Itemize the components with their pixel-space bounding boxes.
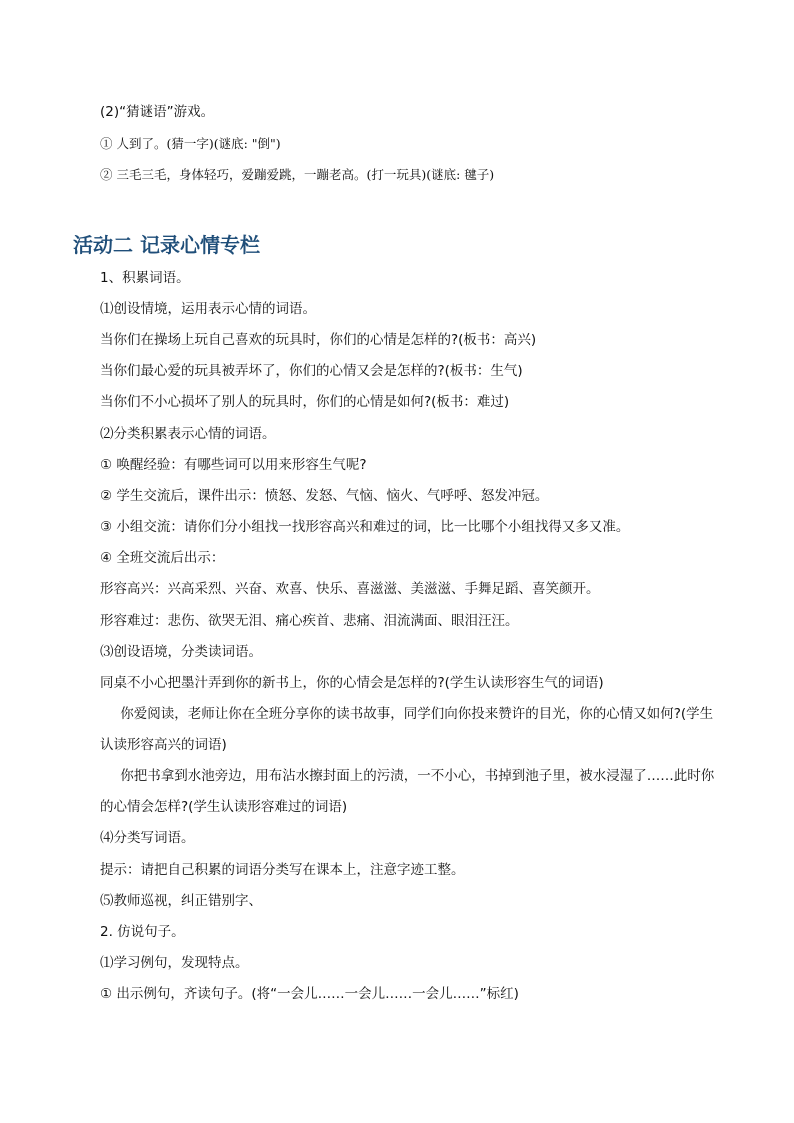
paragraph-18: 提示：请把自己积累的词语分类写在课本上，注意字迹工整。 [100,862,465,878]
riddle-item-1: ① 人到了。(猜一字)(谜底: "倒") [100,136,281,151]
paragraph-6: ⑵分类积累表示心情的词语。 [100,426,276,442]
paragraph-5: 当你们不小心损坏了别人的玩具时，你们的心情是如何?(板书：难过) [100,394,510,410]
paragraph-3: 当你们在操场上玩自己喜欢的玩具时，你们的心情是怎样的?(板书：高兴) [100,332,537,348]
paragraph-1: 1、积累词语。 [100,270,190,286]
paragraph-12: 形容难过：悲伤、欲哭无泪、痛心疾首、悲痛、泪流满面、眼泪汪汪。 [100,613,519,629]
riddle-item-2: ② 三毛三毛，身体轻巧，爱蹦爱跳，一蹦老高。(打一玩具)(谜底: 毽子) [100,167,495,182]
paragraph-20: 2. 仿说句子。 [100,924,185,940]
paragraph-7: ① 唤醒经验：有哪些词可以用来形容生气呢? [100,457,367,473]
paragraph-8: ② 学生交流后，课件出示：愤怒、发怒、气恼、恼火、气呼呼、怒发冲冠。 [100,488,549,504]
paragraph-13: ⑶创设语境，分类读词语。 [100,644,262,660]
paragraph-17: ⑷分类写词语。 [100,830,195,846]
paragraph-9: ③ 小组交流：请你们分小组找一找形容高兴和难过的词，比一比哪个小组找得又多又准。 [100,519,630,535]
paragraph-4: 当你们最心爱的玩具被弄坏了，你们的心情又会是怎样的?(板书：生气) [100,363,523,379]
paragraph-19: ⑸教师巡视，纠正错别字、 [100,893,262,909]
paragraph-11: 形容高兴：兴高采烈、兴奋、欢喜、快乐、喜滋滋、美滋滋、手舞足蹈、喜笑颜开。 [100,581,600,597]
paragraph-15: 你爱阅读，老师让你在全班分享你的读书故事，同学们向你投来赞许的目光，你的心情又如何?(学生认读形容高兴的词语) [100,706,714,753]
paragraph-21: ⑴学习例句，发现特点。 [100,955,249,971]
riddle-title: (2)“猜谜语”游戏。 [100,104,215,120]
paragraph-10: ④ 全班交流后出示： [100,550,225,566]
paragraph-2: ⑴创设情境，运用表示心情的词语。 [100,301,316,317]
paragraph-14: 同桌不小心把墨汁弄到你的新书上，你的心情会是怎样的?(学生认读形容生气的词语) [100,675,604,691]
paragraph-16: 你把书拿到水池旁边，用布沾水擦封面上的污渍，一不小心，书掉到池子里，被水浸湿了……此时你的心情会怎样?(学生认读形容难过的词语) [100,768,715,815]
paragraph-22: ① 出示例句，齐读句子。(将“一会儿……一会儿……一会儿……”标红) [100,986,519,1002]
section-heading: 活动二 记录心情专栏 [73,233,260,257]
